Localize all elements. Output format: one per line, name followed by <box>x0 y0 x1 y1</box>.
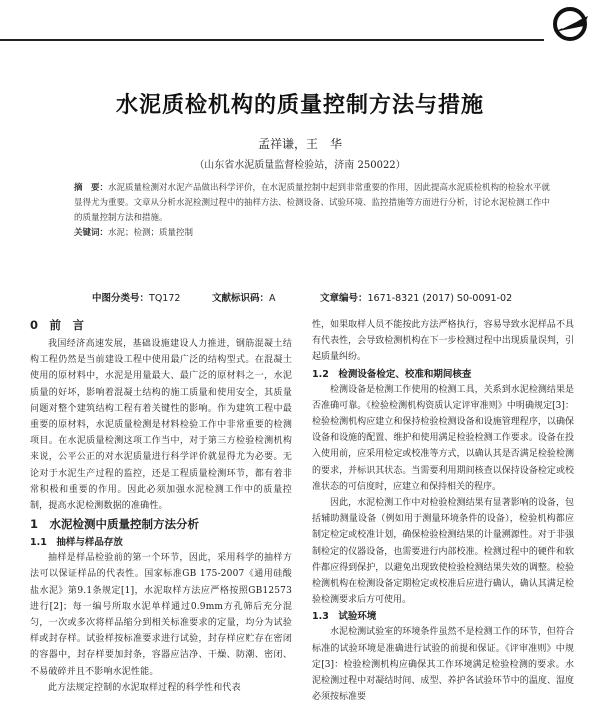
subsection-heading: 1.2 检测设备检定、校准和期间核查 <box>312 368 472 380</box>
header-rule <box>0 39 544 41</box>
paragraph: 此方法规定控制的水泥取样过程的科学性和代表 <box>48 682 241 693</box>
document-code: 文献标识码：A <box>212 293 276 304</box>
section-heading: 0 前 言 <box>30 318 85 332</box>
paragraph: 检测设备是检测工作使用的检测工具，关系到水泥检测结果是否准确可靠。《检验检测机构资质认定评审准则》中明确规定[3]：检验检测机构应建立和保持检验检测设备和设施管理程序，以确保设备和设施的配置、维护和使用满足检验检测工作要求。设备在投入使用前，应采用检定或校准等方式，以确认其是否满足检验检测的要求，并标识其状态。当需要利用期间核查以保持设备检定或校准状态的可信度时，应建立和保持相关的程序。 <box>312 384 574 492</box>
paper-title: 水泥质检机构的质量控制方法与措施 <box>115 93 484 118</box>
paragraph: 抽样是样品检验前的第一个环节，因此，采用科学的抽样方法可以保证样品的代表性。国家标准GB 175-2007《通用硅酸盐水泥》第9.1条规定[1]，水泥取样方法应严格按照GB12573进行[2]；每一编号所取水泥单样通过0.9mm方孔筛后充分混匀，一次或多次将样品缩分到相关标准要求的定量，均分为试验样或封存样。试验样按标准要求进行试验，封存样应贮存在密闭的容器中，封存样要加封条，容器应洁净、干燥、防潮、密闭、不易破碎并且不影响水泥性能。 <box>30 553 292 677</box>
subsection-heading: 1.3 试验环境 <box>312 611 377 623</box>
article-number: 文章编号：1671-8321 (2017) S0-0091-02 <box>320 293 513 304</box>
right-column <box>312 317 574 705</box>
keywords-text: 水泥；检测；质量控制 <box>108 228 194 238</box>
abstract-label: 摘 要： <box>74 183 109 193</box>
left-column <box>30 317 292 696</box>
abstract-block <box>74 181 552 241</box>
paragraph: 水泥检测试验室的环境条件虽然不是检测工作的环节，但符合标准的试验环境是准确进行试验的前提和保证。《评审准则》中规定[3]：检验检测机构应确保其工作环境满足检验检测的要求。水泥检测过程中对凝结时间、成型、养护各试验环节中的温度、湿度必须按标准要 <box>312 627 574 703</box>
subsection-heading: 1.1 抽样与样品存放 <box>30 537 123 549</box>
keywords-label: 关键词： <box>74 228 109 238</box>
clc-number: 中图分类号：TQ172 <box>92 293 181 304</box>
authors: 孟祥谦，王 华 <box>257 137 342 151</box>
paragraph: 性，如果取样人员不能按此方法严格执行，容易导致水泥样品不具有代表性，会导致检测机构在下一步检测过程中出现质量误判，引起质量纠纷。 <box>312 320 574 363</box>
paragraph: 因此，水泥检测工作中对检验检测结果有显著影响的设备，包括辅助测量设备（例如用于测量环境条件的设备），检验机构都应制定检定或校准计划，确保检验检测结果的计量溯源性。对于非强制检定的仪器设备，也需要进行内部校准。检测过程中的硬件和软件都应得到保护，以避免出现致使检验检测结果失效的调整。检验检测机构在检测设备定期检定或校准后应进行确认，确认其满足检验检测要求后方可使用。 <box>312 498 574 606</box>
abstract-text: 水泥质量检测对水泥产品做出科学评价，在水泥质量控制中起到非常重要的作用，因此提高水泥质检机构的检验水平就显得尤为重要。文章从分析水泥检测过程中的抽样方法、检测设备、试验环境、监控措施等方面进行分析，讨论水泥检测工作中的质量控制方法和措施。 <box>74 183 551 223</box>
section-heading: 1 水泥检测中质量控制方法分析 <box>30 517 199 532</box>
journal-logo-icon <box>548 6 594 42</box>
paragraph: 我国经济高速发展，基础设施建设人力推进，钢筋混凝土结构工程仍然是当前建设工程中使用最广泛的结构型式。在混凝土使用的原材料中，水泥是用量最大、最广泛的原材料之一，水泥质量的好坏，影响着混凝土结构的施工质量和使用安全，其质量问题对整个建筑结构工程有着关键性的影响。作为建筑工程中最重要的原材料，水泥质量检测是材料检验工作中非常重要的检测项目。在水泥质量检测这项工作当中，对于第三方检验检测机构来说，公平公正的对水泥质量进行科学评价就显得尤为必要。无论对于水泥生产过程的监控，还是工程质量检测环节，都有着非常积极和重要的作用。因此必须加强水泥检测工作中的质量控制，提高水泥检测数据的准确性。 <box>30 339 292 512</box>
affiliation: （山东省水泥质量监督检验站，济南 250022） <box>194 160 406 171</box>
